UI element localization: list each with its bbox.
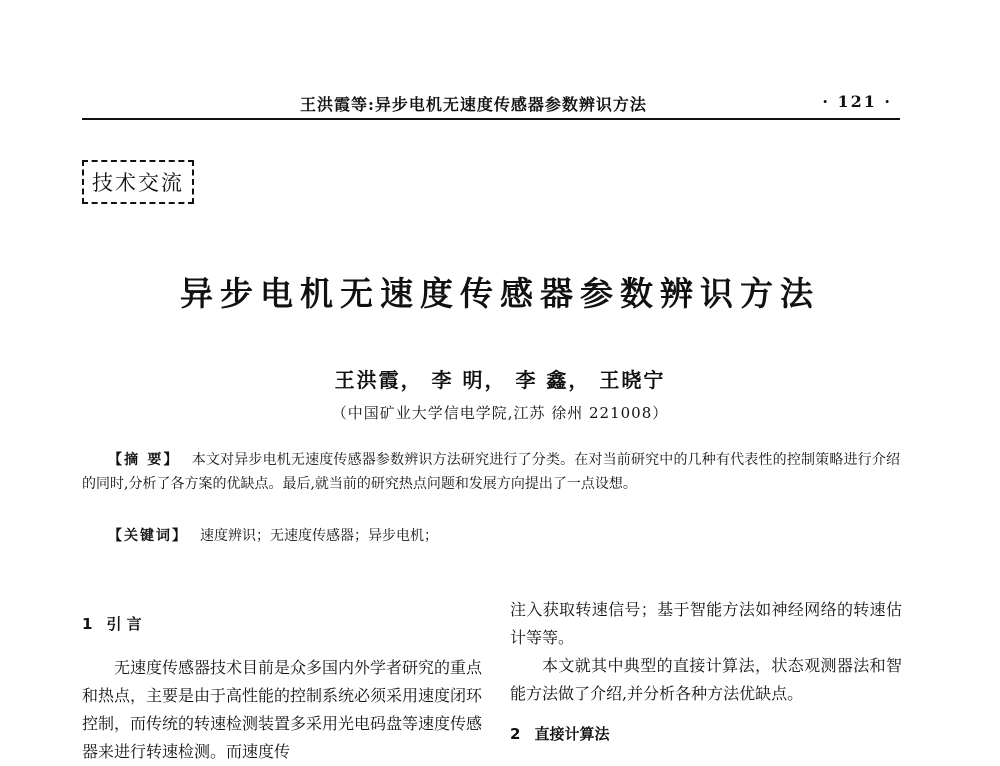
section-title: 引 言	[106, 615, 142, 633]
affiliation: （中国矿业大学信电学院,江苏 徐州 221008）	[331, 404, 669, 422]
keywords-label: 【关键词】	[108, 528, 188, 544]
section-label: 技术交流	[92, 171, 184, 195]
abstract-label: 【摘 要】	[108, 452, 180, 468]
intro-paragraph: 无速度传感器技术目前是众多国内外学者研究的重点和热点，主要是由于高性能的控制系统必须采用速度闭环控制，而传统的转速检测装置多采用光电码盘等速度传感器来进行转速检测。而速度传	[82, 658, 483, 761]
right-column	[510, 596, 902, 748]
left-column	[82, 598, 482, 766]
keywords-text: 速度辨识；无速度传感器；异步电机；	[200, 528, 438, 544]
abstract	[82, 448, 900, 496]
section-label-box	[82, 160, 194, 204]
section-number: 1	[82, 615, 93, 633]
continued-paragraph: 注入获取转速信号；基于智能方法如神经网络的转速估计等等。	[510, 600, 902, 647]
section-number: 2	[510, 725, 521, 743]
running-title: 王洪霞等:异步电机无速度传感器参数辨识方法	[300, 95, 647, 114]
paper-title: 异步电机无速度传感器参数辨识方法	[180, 274, 820, 313]
abstract-text: 本文对异步电机无速度传感器参数辨识方法研究进行了分类。在对当前研究中的几种有代表性的控制策略进行介绍的同时,分析了各方案的优缺点。最后,就当前的研究热点问题和发展方向提出了一点设想。	[82, 452, 900, 492]
section-heading-direct-calculation	[510, 720, 902, 748]
page-number: · 121 ·	[822, 92, 892, 111]
section-heading-introduction	[82, 610, 482, 638]
running-header	[82, 92, 900, 120]
section-title: 直接计算法	[534, 725, 610, 743]
authors: 王洪霞， 李 明， 李 鑫， 王晓宁	[334, 368, 666, 392]
overview-paragraph: 本文就其中典型的直接计算法，状态观测器法和智能方法做了介绍,并分析各种方法优缺点。	[510, 656, 902, 703]
abstract-paragraph	[82, 448, 900, 496]
keywords	[108, 524, 898, 548]
